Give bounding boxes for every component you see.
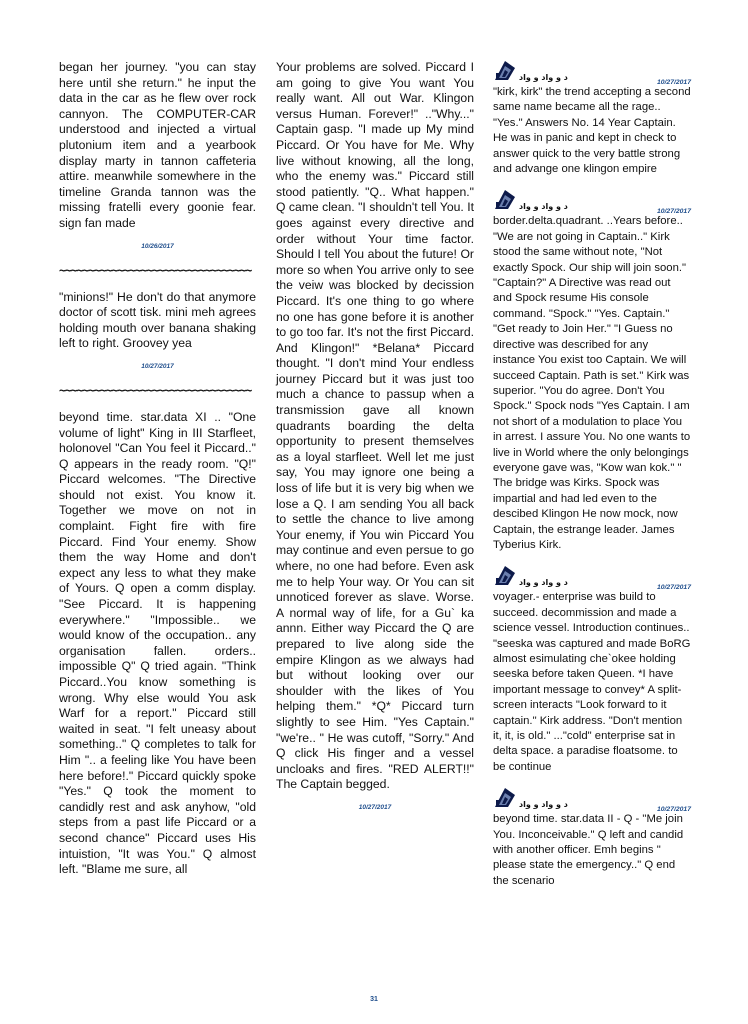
post-date: 10/27/2017 (358, 803, 392, 811)
entry-date: 10/27/2017 (656, 208, 691, 216)
tilde-separator: ~~~~~~~~~~~~~~~~~~~~~~~~~~~~~~~~~ (59, 384, 252, 396)
entry-date: 10/27/2017 (656, 584, 691, 592)
story-paragraph: "minions!" He don't do that anymore doctor of scott tisk. mini meh agrees holding mouth over banana shaking left to right. Groovey yea (59, 289, 256, 351)
entry-header (493, 785, 691, 812)
author-name: د و واد و واد (519, 578, 568, 588)
entry-text: beyond time. star.data II - Q - "Me join You. Inconceivable." Q left and candid with another officer. Emh begins " please state the emergency.." Q end the scenario (493, 813, 684, 887)
entry-header (493, 187, 691, 214)
entry-header (493, 58, 691, 85)
author-logo-icon (493, 58, 517, 87)
author-name: د و واد و واد (519, 202, 568, 212)
story-paragraph: began her journey. "you can stay here until she return." he input the data in the car as he flew over rock cannyon. The COMPUTER-CAR understood and injected a virtual plutonium item and a yearbook display marty in tannon caffeteria attire. meanwhile somewhere in the timeline Granda tannon was the missing fratelli every goonie fear. sign fan made (59, 60, 256, 230)
author-logo-icon (493, 563, 517, 592)
author-name: د و واد و واد (519, 73, 568, 82)
story-paragraph: beyond time. star.data XI .. "One volume of light" King in III Starfleet, holonovel "Can You feel it Piccard.." Q appears in the ready room. "Q!" Piccard welcomes. "The Directive should not exist. You know it. Together we move on not in complaint. Fight fire with fire Piccard. Find Your enemy. Show them the way Home and don't expect any less to what they make of Yours. Q open a comm display. "See Piccard. It is happening everywhere." "Impossible.. we would know of the occupation.. any organisation fallen. orders.. impossible Q" Q tried again. "Think Piccard..You know something is wrong. Why else would You ask Warf for a report." Piccard still waited in seat. "I felt uneasy about something.." Q completes to talk for Him ".. a feeling like You have been here before!." Piccard quickly spoke "Yes." Q took the moment to candidly rest and ask anyhow, "old steps from a past life Piccard or a second chance" Piccard uses His intuistion, "It was You." Q almost left. "Blame me sure, all (59, 409, 256, 877)
column-left (59, 60, 256, 878)
author-name: د و واد و واد (519, 800, 568, 810)
page-number: 31 (370, 996, 378, 1003)
author-logo-icon (493, 785, 517, 814)
post-date: 10/26/2017 (141, 242, 174, 250)
entry-date: 10/27/2017 (656, 79, 691, 86)
blog-entry (493, 785, 691, 889)
blog-entry (493, 563, 691, 775)
entry-text: "kirk, kirk" the trend accepting a second same name became all the rage.. "Yes." Answers No. 14 Year Captain. He was in panic and kept in check to answer quick to the very battle strong and advange one klingon empire (493, 86, 691, 176)
entry-date: 10/27/2017 (656, 806, 691, 814)
story-paragraph: Your problems are solved. Piccard I am going to give You want You really want. All out War. Klingon versus Human. Forever!" .."Why..." Captain gasp. "I made up My mind Piccard. Or You have for Me. Why live without knowing, all the long, who the enemy was." Piccard still stood patiently. "Q.. What happen." Q came clean. "I shouldn't tell You. It goes against every directive and order without Your time factor. Should I tell You about the future! Or more so when You arrive only to see the veiw was blocked by decission Piccard. It's one thing to go where no one has gone before it is another to go too far. It's not the first Piccard. And Klingon!" *Belana* Piccard thought. "I don't mind Your endless journey Piccard but it was just too much a chance to passup when a transmission gave all known quadrants boarding the delta opportunity to present themselves as a loyal starfleet. Well let me just say, You may ignore one being a loss of life but it is very big when we lose a Q. I am sending You all back to settle the chance to live among Your enemy, if You win Piccard You may continue and even persue to go where, no one had before. Even ask me to help Your way. Or You can sit unnoticed forever as slave. Worse. A normal way of life, for a Gu` ka annn. Either way Piccard the Q are prepared to live along side the empire Klingon as we always had but without looking over our shoulder with the likes of You helping them." *Q* Piccard turn slightly to see Him. "Yes Captain." "we're.. " He was cutoff, "Sorry." And Q click His finger and a vessel uncloaks and fires. "RED ALERT!!" The Captain begged. (276, 60, 474, 792)
blog-entry (493, 58, 691, 177)
column-right (493, 58, 691, 899)
entry-header (493, 563, 691, 590)
tilde-separator: ~~~~~~~~~~~~~~~~~~~~~~~~~~~~~~~~~ (59, 264, 252, 276)
entry-text: border.delta.quadrant. ..Years before.. "We are not going in Captain.." Kirk stood the same without note, "Not exactly Spock. Our ship will join soon." "Captain?" A Directive was read out and Spock resume His console command. "Spock." "Yes. Captain." "Get ready to Join Her." "I Guess no directive was described for any instance You exist too Captain. We will succeed Captain. Path is set." Kirk was superior. "You do agree. Don't You Spock." Spock nods "Yes Captain. I am not short of a modulation to place You in arrest. I assure You. No one wants to live in World where the only belongings everyone gave was, "Kow wan kok." " The bridge was Kirks. Spock was impartial and had led even to the descibed Klingon He now mock, now Captain, the estrange leader. James Tyberius Kirk. (493, 215, 691, 551)
post-date: 10/27/2017 (141, 362, 174, 370)
entry-text: voyager.- enterprise was build to succeed. decommission and made a science vessel. Introduction continues.. "seeska was captured and made BoRG almost esimulating che`okee holding seeska before taken Queen. *I have important message to convey* A split-screen interacts "Look forward to it captain." Kirk address. "Don't mention it, it, is old." ..."cold" enterprise sat in delta space. a paradise floatsome. to be continue (493, 591, 691, 773)
column-middle (276, 60, 474, 820)
blog-entry (493, 187, 691, 553)
author-logo-icon (493, 187, 517, 216)
